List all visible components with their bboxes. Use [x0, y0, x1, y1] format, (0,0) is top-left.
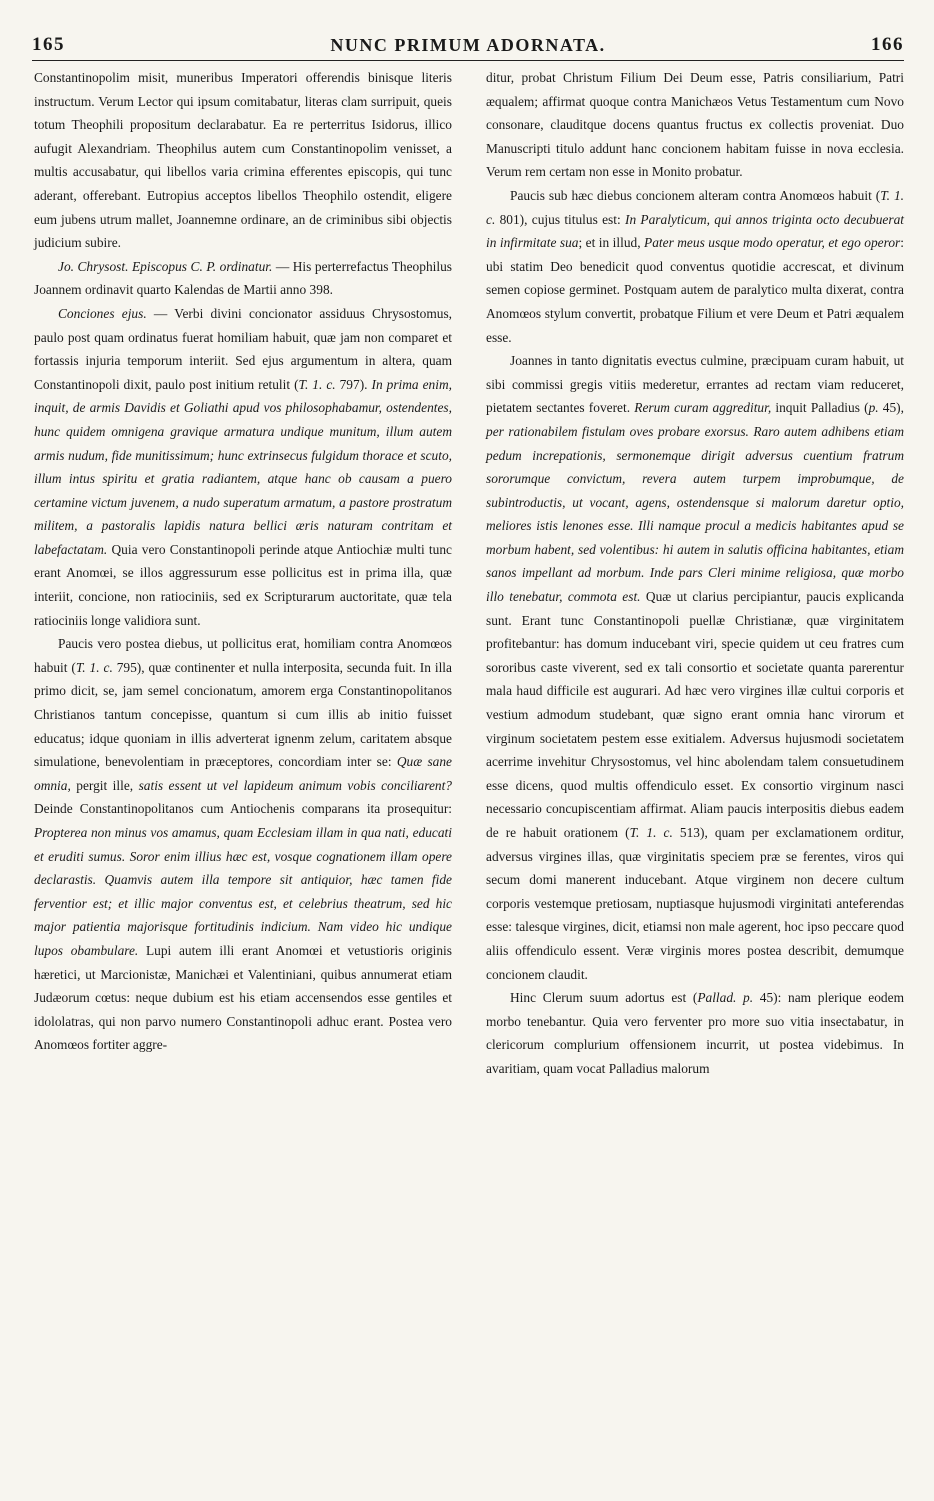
quotation: satis essent ut vel lapideum animum vobis conciliarent?: [138, 777, 452, 793]
text-run: Paucis sub hæc diebus concionem alteram contra Anomœos habuit (: [510, 187, 881, 203]
paragraph: [486, 66, 904, 184]
text-run: Quia vero Constantinopoli perinde atque Antiochiæ multi tunc erant Anomœi, se illos aggressurum esse pollicitus est in prima illa, quæ interiit, concione, non ratiociniis, sed ex Scripturarum auctoritate, quæ tela ratiociniis longe validiora sunt.: [34, 541, 452, 628]
left-column: [34, 66, 452, 1057]
paragraph: [34, 302, 452, 632]
citation: T. 1. c.: [298, 376, 336, 392]
text-run: 513), quam per exclamationem orditur, adversus virgines illas, quæ virginitatis speciem præ se ferentes, viros qui secum domi manerent inducebant. Atque virginem non decere cultum corporis vestemque pretiosam, nuptiasque hujusmodi virginitati anteferendas esse: talesque virgines, dicit, etiamsi non male agerent, hoc ipso peccare quod aliis offendiculo essent. Veræ virginis mores postea describit, demumque concionem claudit.: [486, 825, 904, 982]
text-run: 801), cujus titulus est:: [495, 211, 625, 227]
page-number-left: 165: [32, 34, 65, 55]
citation: Pallad. p.: [697, 990, 754, 1006]
text-run: ditur, probat Christum Filium Dei Deum esse, Patris consiliarium, Patri æqualem; affirmat quoque contra Manichæos Vetus Testamentum cum Novo consonare, clauditque docens quantus fructus ex collectis proveniat. Duo Manuscripti titulo addunt hanc concionem habitam fuisse in nova ecclesia. Verum rem certam non esse in Monito probatur.: [486, 70, 904, 180]
quotation: In Paralyticum, qui annos triginta octo decubuerat in infirmitate sua: [486, 211, 904, 251]
paragraph: [34, 66, 452, 255]
text-run: pergit ille,: [70, 777, 139, 793]
citation: p.: [868, 400, 879, 416]
text-run: — Verbi divini concionator assiduus Chrysostomus, paulo post quam ordinatus fuerat homiliam habuit, quæ jam non comparet et fortassis injuria temporum interiit. Sed ejus argumentum in altera, quam Constantinopoli dixit, paulo post initium retulit (: [34, 305, 453, 392]
citation: T. 1. c.: [486, 187, 904, 227]
paragraph: [486, 986, 904, 1080]
text-run: 797).: [335, 376, 372, 392]
citation: T. 1. c.: [75, 659, 113, 675]
paragraph: [486, 349, 904, 986]
text-run: Deinde Constantinopolitanos cum Antiochenis comparans ita prosequitur:: [34, 801, 452, 817]
paragraph: [34, 255, 452, 302]
quotation: In prima enim, inquit, de armis Davidis et Goliathi apud vos philosophabamur, ostendentes, hunc quidem omnigena gravique armatura undique munitum, illum autem armis nudum, fide munitissimum; hunc extrinsecus fulgidum thorace et scuto, illum intus spiritu et gratia radiantem, atque hanc ob causam a puero certamine victum juvenem, a nudo superatum armatum, a pastore prostratum militem, a pastoralis lapidis natura bellici æris naturam contritam et labefactatam.: [34, 376, 452, 557]
text-run: ; et in illud,: [578, 235, 645, 251]
citation: T. 1. c.: [629, 825, 673, 840]
quotation: Propterea non minus vos amamus, quam Ecclesiam illam in qua nati, educati et eruditi sumus. Soror enim illius hæc est, vosque cognationem illam opere declarastis. Quamvis autem illa tempore sit antiquior, hæc tamen fide ferventior est; et illic major conventus est, et celebrius theatrum, sed hic major patientia majorisque fortitudinis indicium. Nam video hic undique lupos obambulare.: [34, 825, 452, 958]
quotation: Pater meus usque modo operatur, et ego operor: [644, 235, 901, 251]
paragraph: [34, 632, 452, 1057]
quotation: per rationabilem fistulam oves probare exorsus. Raro autem adhibens etiam pedum increpationis, sermonemque dirigit adversus cuentium fratrum sororumque convictum, revera autem turpem improbumque, de subintroductis, ut vocant, agens, ostendensque si malorum daretur optio, meliores istis lenones esse. Illi namque procul a medicis habitantes apud se morbum habent, sed volentibus: hi autem in salutis officina habitantes, etiam sanos impellant ad morbum. Inde pars Cleri minime religiosa, quæ morbo illo tenebatur, commota est.: [486, 423, 904, 605]
paragraph: [486, 184, 904, 349]
text-run: Lupi autem illi erant Anomœi et vetustioris originis hæretici, ut Marcionistæ, Manichæi et Valentiniani, quibus annumerat etiam Judæorum cœtus: neque dubium est his etiam accensendos esse gentiles et idololatras, qui non parvo numero Constantinopoli adhuc erant. Postea vero Anomœos fortiter aggre-: [34, 942, 452, 1053]
text-run: 45),: [878, 400, 904, 416]
text-run: Quæ ut clarius percipiantur, paucis explicanda sunt. Erant tunc Constantinopoli puellæ Christianæ, quæ virginitatem profitebantur: has domum inducebant viri, specie quidem ut ceu fratres cum sororibus caste viverent, sed ex tali consortio et societate quanta parerentur mala haud difficile est augurari. Ad hæc vero virgines illæ cultui corporis et vestium admodum studebant, quæ signo erant omnia hanc virorum et virginum societatem pestem esse exitialem. Adversus hujusmodi societatem acerrime invehitur Chrysostomus, vel hinc abolendam talem consuetudinem esse dicens, quod multis offendiculo esset. Ex consortio virginum nasci necessario concupiscentiam affirmat. Aliam paucis interpositis diebus eadem de re habuit orationem (: [486, 589, 904, 840]
text-run: — His perterrefactus Theophilus Joannem ordinavit quarto Kalendas de Martii anno 398.: [34, 258, 452, 298]
text-run: Paucis vero postea diebus, ut pollicitus erat, homiliam contra Anomœos habuit (: [34, 636, 452, 675]
quotation: Rerum curam aggreditur,: [634, 400, 772, 416]
text-run: : ubi statim Deo benedicit quod conventus quotidie accrescat, et divinum semen copiose germinet. Postquam autem de paralytico multa dixerat, contra Anomœos stylum convertit, probatque Filium et vere Deum et Patri æqualem esse.: [486, 235, 904, 345]
text-run: 795), quæ continenter et nulla interposita, secunda fuit. In illa primo dicit, se, jam semel concionatum, amorem erga Constantinopolitanos Christianos tantum concepisse, quantum si cum illis ab initio fuisset educatus; idque quoniam in illis adverterat ignenm zelum, caritatem absque simulatione, benevolentiam in præceptores, concordiam inter se:: [34, 659, 452, 770]
running-title: NUNC PRIMUM ADORNATA.: [330, 34, 606, 55]
text-run: Constantinopolim misit, muneribus Imperatori offerendis binisque literis instructum. Verum Lector qui ipsum comitabatur, literas clam surripuit, queis totum Theophili propositum declarabatur. Ea re perterritus Isidorus, illico aufugit Alexandriam. Theophilus autem cum Constantinopolim venisset, a multis accusabatur, qui libellos varia crimina efferentes episcopis, qui tunc aderant, offerebant. Eutropius acceptos libellos Theophilo ostendit, eligere eum jubens utrum mallet, Joannemne ordinare, an de criminibus sibi objectis judicium subire.: [34, 70, 452, 251]
section-heading: Jo. Chrysost. Episcopus C. P. ordinatur.: [58, 258, 273, 274]
text-run: Joannes in tanto dignitatis evectus culmine, præcipuam curam habuit, ut sibi commissi gregis vitiis mederetur, errantes ad rectam viam reduceret, pietatem sectantes foveret.: [486, 353, 904, 416]
text-run: 45): nam plerique eodem morbo tenebantur. Quia vero ferventer pro more suo vitia insectabatur, in clericorum complurium offensionem incurrit, ut postea videbimus. In avaritiam, quam vocat Palladius malorum: [486, 990, 904, 1076]
page-number-right: 166: [871, 34, 904, 55]
section-heading: Conciones ejus.: [58, 305, 147, 321]
text-run: Hinc Clerum suum adortus est (: [510, 990, 698, 1006]
right-column: [486, 66, 904, 1081]
text-run: inquit Palladius (: [771, 400, 869, 416]
page-header: [32, 30, 904, 61]
quotation: Quæ sane omnia,: [34, 754, 452, 793]
